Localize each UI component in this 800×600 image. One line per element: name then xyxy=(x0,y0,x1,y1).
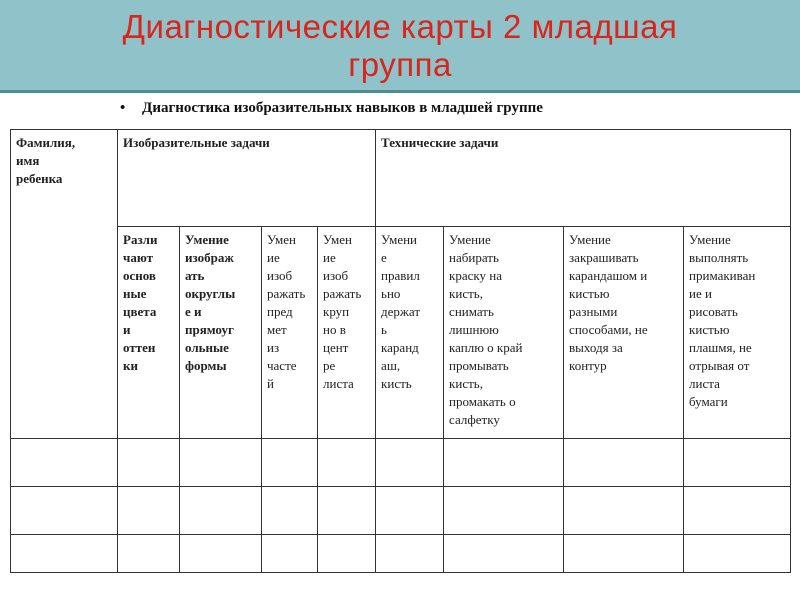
table-cell[interactable] xyxy=(118,535,180,573)
table-cell[interactable] xyxy=(684,487,791,535)
table-cell[interactable] xyxy=(444,487,564,535)
table-cell[interactable] xyxy=(118,439,180,487)
diagnostic-table xyxy=(10,129,791,573)
table-cell[interactable] xyxy=(262,535,318,573)
table-cell[interactable] xyxy=(11,535,118,573)
subheader-cell: Умение набирать краску на кисть, снимать лишнюю каплю о край промывать кисть, промакать о салфетку xyxy=(444,227,564,439)
table-row xyxy=(11,439,791,487)
table-cell[interactable] xyxy=(684,439,791,487)
table-cell[interactable] xyxy=(180,535,262,573)
page-title-line-1: Диагностические карты 2 младшая xyxy=(122,8,678,45)
table-cell[interactable] xyxy=(684,535,791,573)
subheader-cell: Разли чают основ ные цвета и оттен ки xyxy=(118,227,180,439)
table-cell[interactable] xyxy=(262,487,318,535)
table-cell[interactable] xyxy=(376,487,444,535)
table-cell[interactable] xyxy=(318,487,376,535)
table-cell[interactable] xyxy=(262,439,318,487)
table-cell[interactable] xyxy=(318,439,376,487)
table-cell[interactable] xyxy=(376,535,444,573)
table-cell[interactable] xyxy=(180,487,262,535)
subheader-cell: Умени е правил ьно держат ь каранд аш, кисть xyxy=(376,227,444,439)
subheader-cell: Умение закрашивать карандашом и кистью разными способами, не выходя за контур xyxy=(564,227,684,439)
table-cell[interactable] xyxy=(564,535,684,573)
table-row xyxy=(11,535,791,573)
table-cell[interactable] xyxy=(564,487,684,535)
subheader-cell: Умение выполнять примакиван ие и рисовать кистью плашмя, не отрывая от листа бумаги xyxy=(684,227,791,439)
subtitle xyxy=(120,100,543,117)
table-cell[interactable] xyxy=(118,487,180,535)
header-technical-tasks: Технические задачи xyxy=(376,130,791,227)
header-visual-tasks: Изобразительные задачи xyxy=(118,130,376,227)
table-row xyxy=(11,487,791,535)
table-header-row xyxy=(11,130,791,227)
table-cell[interactable] xyxy=(444,439,564,487)
table-cell[interactable] xyxy=(11,487,118,535)
header-name-column: Фамилия, имя ребенка xyxy=(11,130,118,439)
page-title-line-2: группа xyxy=(348,46,452,83)
subheader-cell: Умен ие изоб ражать пред мет из часте й xyxy=(262,227,318,439)
table-cell[interactable] xyxy=(444,535,564,573)
title-banner xyxy=(0,0,800,93)
subheader-cell: Умен ие изоб ражать круп но в цент ре листа xyxy=(318,227,376,439)
table-cell[interactable] xyxy=(564,439,684,487)
subtitle-text: Диагностика изобразительных навыков в младшей группе xyxy=(142,100,543,116)
table-cell[interactable] xyxy=(376,439,444,487)
table-cell[interactable] xyxy=(180,439,262,487)
table-cell[interactable] xyxy=(11,439,118,487)
subheader-cell: Умение изображ ать округлы е и прямоуг ольные формы xyxy=(180,227,262,439)
page-title xyxy=(0,0,800,84)
table-cell[interactable] xyxy=(318,535,376,573)
table-subheader-row xyxy=(11,227,791,439)
bullet-icon: • xyxy=(120,100,126,116)
